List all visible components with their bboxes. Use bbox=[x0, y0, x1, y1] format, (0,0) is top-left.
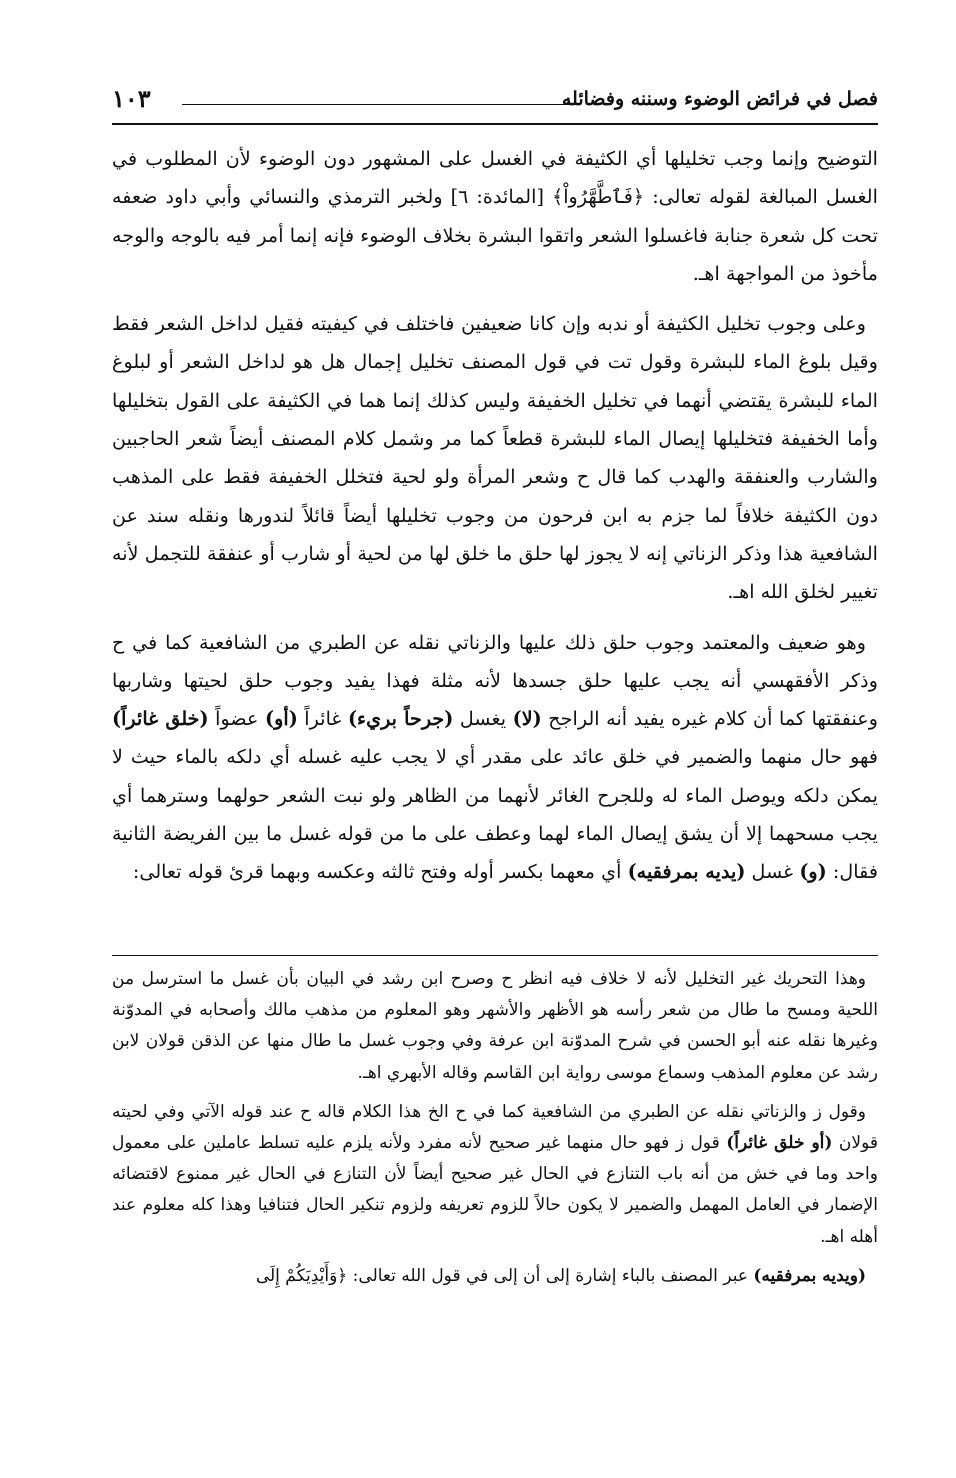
paragraph-3-text-4: عضواً bbox=[208, 707, 266, 731]
footnote-paragraph-3 bbox=[112, 1261, 878, 1292]
footnote-3-bold-1: (ويديه بمرفقيه) bbox=[753, 1265, 866, 1286]
footnote-paragraph-2 bbox=[112, 1097, 878, 1253]
paragraph-3-text-2: يغسل bbox=[453, 707, 513, 731]
page-header bbox=[112, 82, 878, 122]
paragraph-3 bbox=[112, 624, 878, 892]
paragraph-2: وعلى وجوب تخليل الكثيفة أو ندبه وإن كانا ضعيفين فاختلف في كيفيته فقيل لداخل الشعر فقط وقيل بلوغ الماء للبشرة وقول تت في قول المصنف تخليل إجمال هل هو لداخل الشعر أو لبلوغ الماء للبشرة يقتضي أنهما في تخليل الخفيفة وليس كذلك إنما هما في الكثيفة على القول بتخليلها وأما الخفيفة فتخليلها إيصال الماء للبشرة قطعاً كما مر وشمل كلام المصنف أيضاً شعر الحاجبين والشارب والعنفقة والهدب كما قال ح وشعر المرأة ولو لحية فتخلل الخفيفة فقط على المذهب دون الكثيفة خلافاً لما جزم به ابن فرحون من وجوب تخليلها أيضاً قائلاً لندورها ونقله سند عن الشافعية هذا وذكر الزناتي إنه لا يجوز لها حلق ما خلق لها من لحية أو شارب أو عنفقة للتجمل لأنه تغيير لخلق الله اهـ. bbox=[112, 312, 879, 604]
paragraph-1: التوضيح وإنما وجب تخليلها أي الكثيفة في الغسل على المشهور دون الوضوء لأن المطلوب في الغسل المبالغة لقوله تعالى: ﴿فَٱطَّهَّرُواْ﴾ [المائدة: ٦] ولخبر الترمذي والنسائي وأبي داود ضعفه تحت كل شعرة جنابة فاغسلوا الشعر واتقوا البشرة بخلاف الوضوء فإنه إنما أمر فيه بالوجه والوجه مأخوذ من المواجهة اهـ. bbox=[112, 147, 878, 285]
paragraph-3-bold-4: (خلق غائراً) bbox=[112, 707, 209, 731]
footnote-2-text-2: قول ز فهو حال منهما غير صحيح لأنه مفرد ولأنه يلزم عليه تسلط عاملين على معمول واحد وما في خش من أنه باب التنازع في الحال غير صحيح أيضاً لأن التنازع في الحال غير ممنوع لاقتضائه الإضمار في العامل المهمل والضمير لا يكون حالاً للزوم تعريفه ولزوم تنكير الحال فتنافيا وهذا كله معلوم عند أهله اهـ. bbox=[112, 1133, 878, 1247]
footnote-2-bold-1: (أو خلق غائراً) bbox=[726, 1133, 833, 1154]
footnote-paragraph-1: وهذا التحريك غير التخليل لأنه لا خلاف فيه انظر ح وصرح ابن رشد في البيان بأن غسل ما استرسل من اللحية ومسح ما طال من شعر رأسه هو الأظهر والأشهر وهو المعلوم من مذهب مالك وأصحابه في المدوّنة وغيرها نقله عنه أبو الحسن في شرح المدوّنة ابن عرفة وفي وجوب غسل ما طال منها عن الذقن قولان لابن رشد عن معلوم المذهب وسماع موسى رواية ابن القاسم وقاله الأبهري اهـ. bbox=[112, 969, 878, 1083]
paragraph-3-text-5: فهو حال منهما والضمير في خلق عائد على مقدر أي لا يجب عليه غسله أي دلكه بالماء حيث لا يمكن دلكه ويوصل الماء له وللجرح الغائر لأنهما من الظاهر ولو نبت الشعر حولهما وسترهما أي يجب مسحهما إلا أن يشق إيصال الماء لهما وعطف على ما من قوله غسل ما بين الفريضة الثانية فقال: bbox=[112, 745, 878, 884]
footnote-3-text-1: عبر المصنف بالباء إشارة إلى أن إلى في قول الله تعالى: ﴿وَأَيْدِيَكُمْ إِلَى bbox=[255, 1265, 754, 1286]
paragraph-3-bold-5: (و) bbox=[799, 860, 827, 884]
paragraph-3-text-7: أي معهما بكسر أوله وفتح ثالثه وعكسه وبهما قرئ قوله تعالى: bbox=[132, 860, 628, 884]
paragraph-3-bold-1: (لا) bbox=[512, 707, 542, 731]
paragraph-3-bold-3: (أو) bbox=[265, 707, 298, 731]
header-rule bbox=[182, 104, 576, 105]
paragraph-3-text-1: وهو ضعيف والمعتمد وجوب حلق ذلك عليها والزناتي نقله عن الطبري من الشافعية كما في ح وذكر الأفقهسي أنه يجب عليها حلق جسدها لأنه مثلة فهذا يفيد وجوب حلق لحيتها وشاربها وعنفقتها كما أن كلام غيره يفيد أنه الراجح bbox=[112, 630, 878, 731]
footnote-separator bbox=[112, 955, 878, 956]
paragraph-3-text-6: غسل bbox=[745, 860, 800, 884]
header-underline bbox=[112, 123, 878, 125]
page-number: ١٠٣ bbox=[112, 84, 151, 113]
paragraph-3-bold-6: (يديه بمرفقيه) bbox=[627, 860, 746, 884]
paragraph-3-text-3: غائراً bbox=[297, 707, 348, 731]
footnote-2-text-1: وقول ز والزناتي نقله عن الطبري من الشافعية كما في ح الخ هذا الكلام قاله ح عند قوله الآتي وفي لحيته قولان bbox=[112, 1101, 878, 1154]
running-title: فصل في فرائض الوضوء وسننه وفضائله bbox=[561, 88, 878, 110]
main-text bbox=[112, 140, 878, 904]
paragraph-3-bold-2: (جرحاً بريء) bbox=[347, 707, 454, 731]
footnotes bbox=[112, 964, 878, 1300]
